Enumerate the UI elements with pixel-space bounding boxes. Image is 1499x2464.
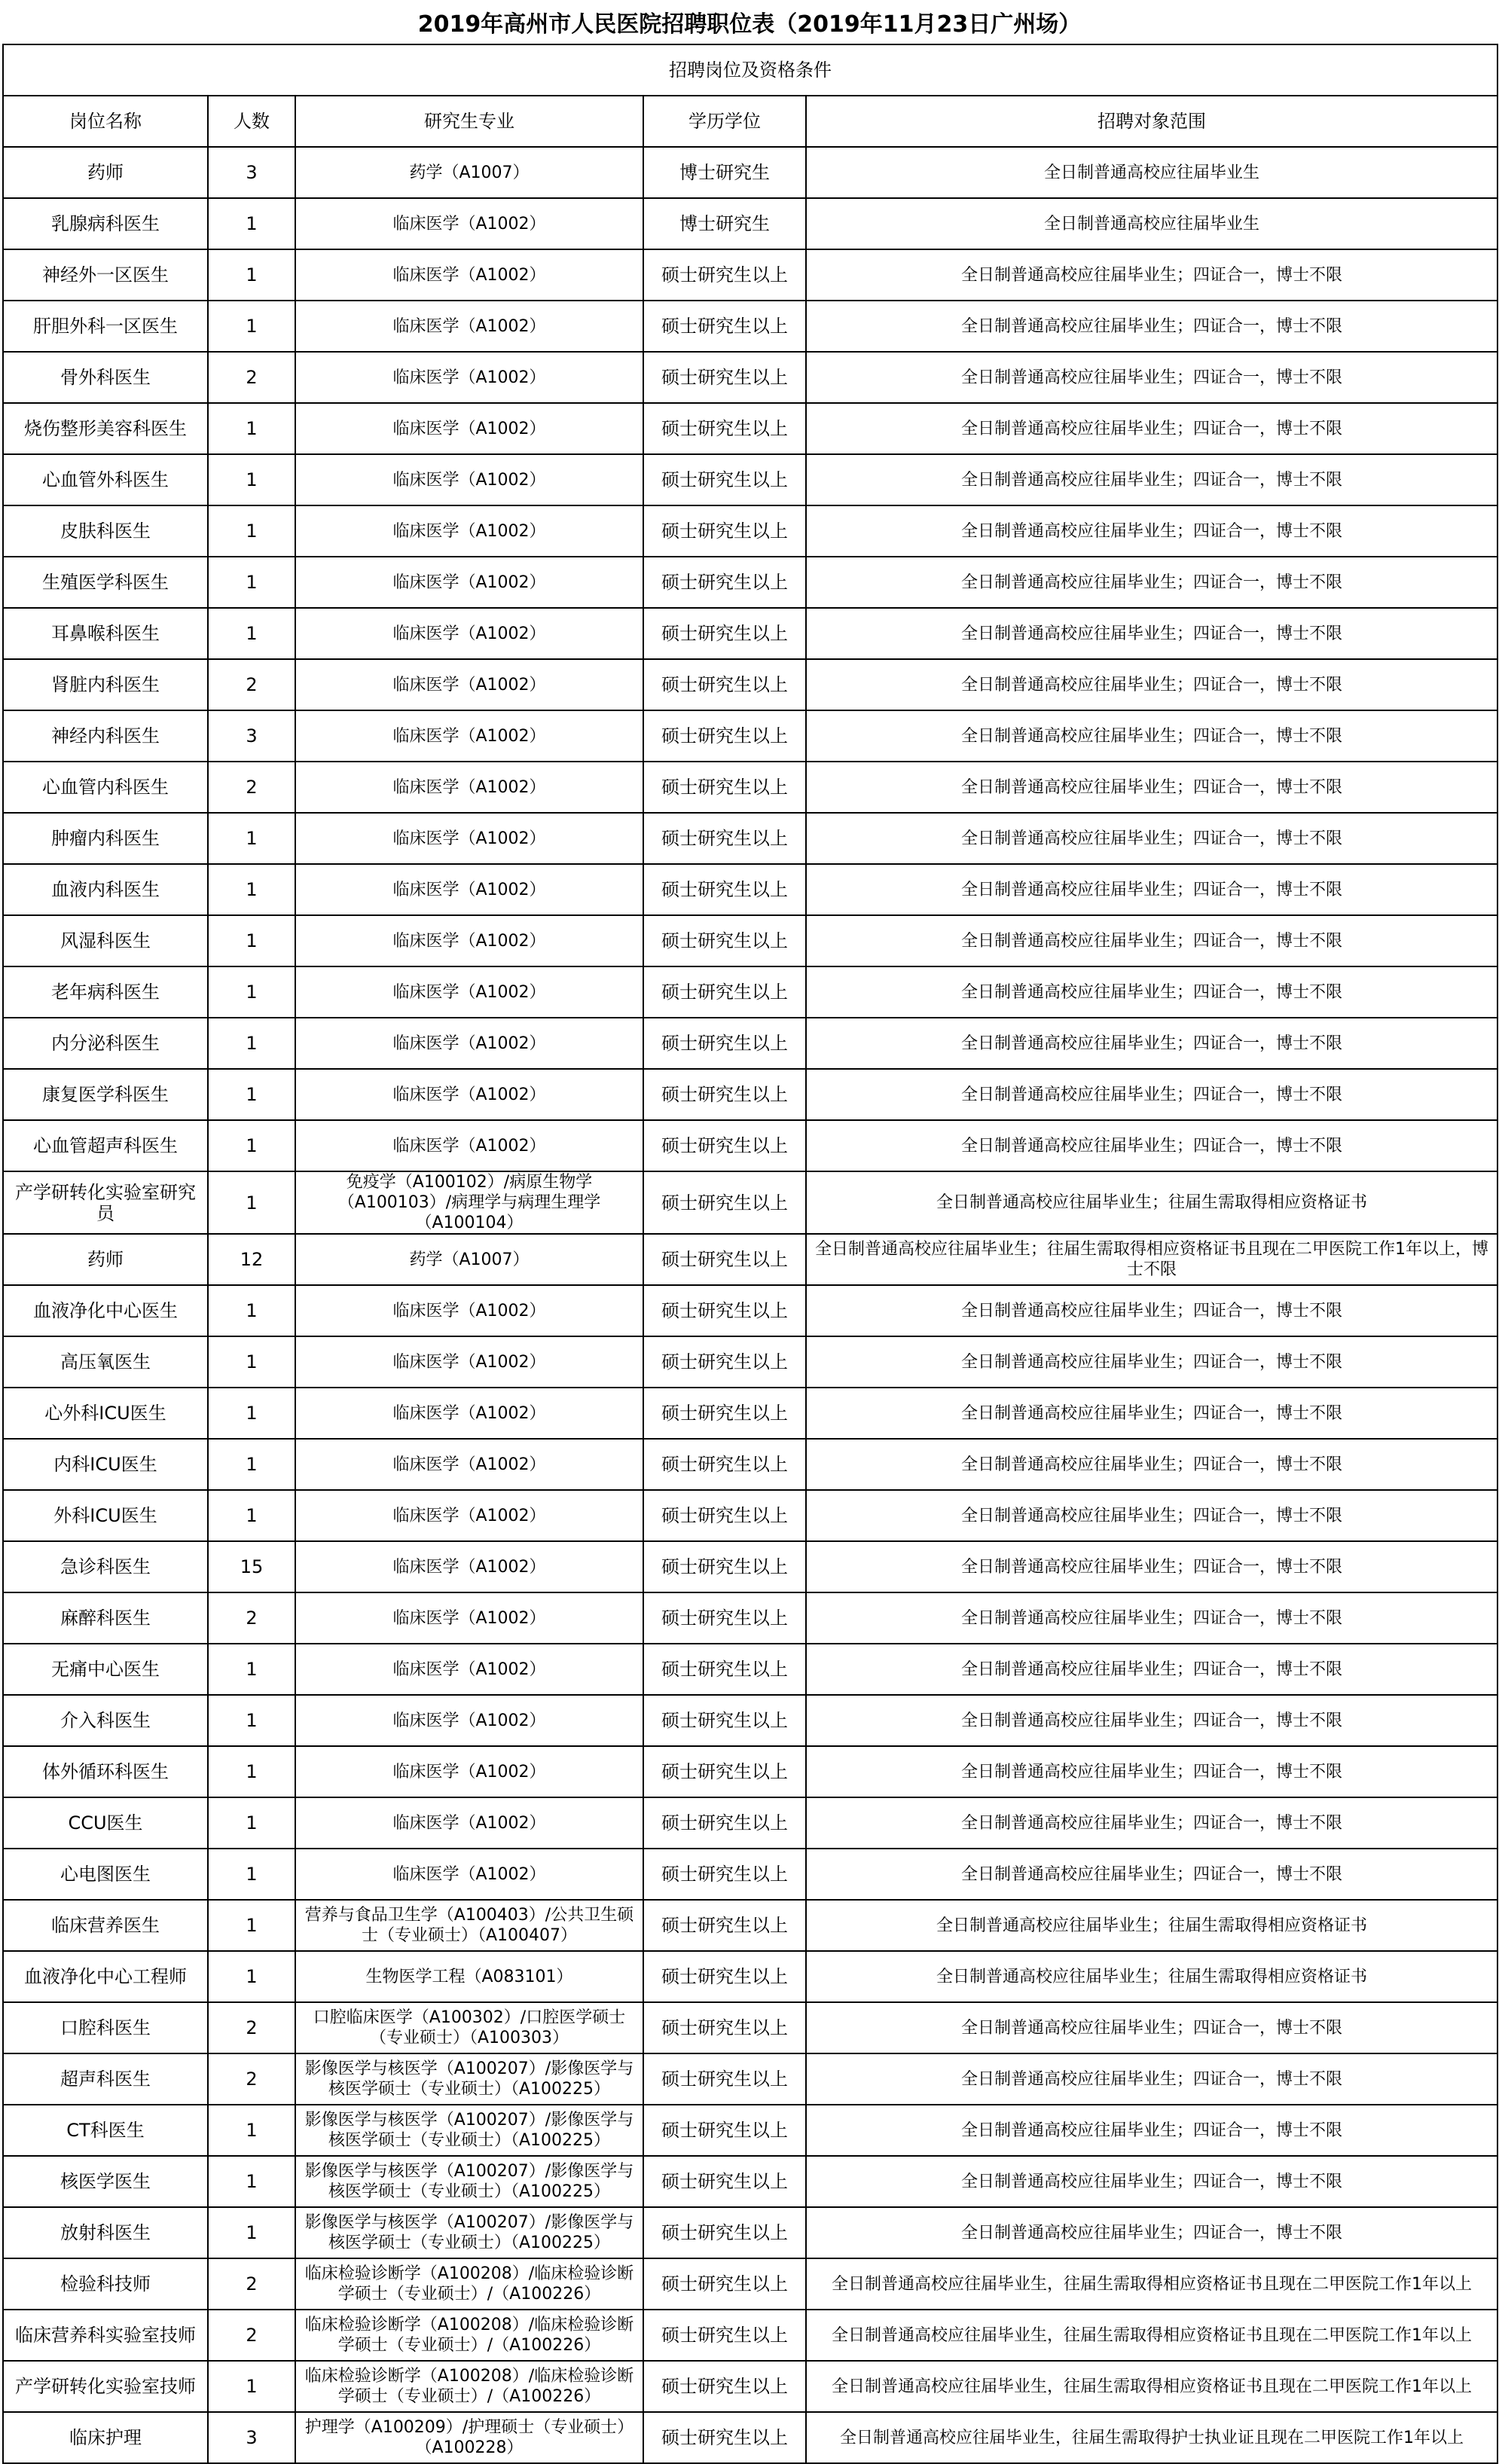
major-cell: 临床医学（A1002） (295, 1849, 643, 1900)
count-cell: 1 (208, 966, 295, 1018)
degree-cell: 硕士研究生以上 (643, 1592, 806, 1644)
column-header: 岗位名称 (3, 96, 208, 147)
table-row (3, 659, 1497, 710)
major-cell: 临床医学（A1002） (295, 1069, 643, 1120)
degree-cell: 硕士研究生以上 (643, 352, 806, 403)
position-cell: 口腔科医生 (3, 2002, 208, 2053)
position-cell: 临床营养医生 (3, 1900, 208, 1951)
major-cell: 临床医学（A1002） (295, 1336, 643, 1388)
count-cell: 1 (208, 1490, 295, 1541)
table-row (3, 1336, 1497, 1388)
table-row (3, 1018, 1497, 1069)
count-cell: 2 (208, 659, 295, 710)
count-cell: 2 (208, 352, 295, 403)
degree-cell: 硕士研究生以上 (643, 915, 806, 966)
degree-cell: 硕士研究生以上 (643, 1120, 806, 1171)
table-row (3, 1171, 1497, 1234)
scope-cell: 全日制普通高校应往届毕业生；往届生需取得相应资格证书且现在二甲医院工作1年以上，博士不限 (806, 1234, 1497, 1285)
count-cell: 1 (208, 2156, 295, 2207)
table-row (3, 403, 1497, 454)
degree-cell: 硕士研究生以上 (643, 1439, 806, 1490)
count-cell: 1 (208, 1171, 295, 1234)
position-cell: 康复医学科医生 (3, 1069, 208, 1120)
count-cell: 1 (208, 1849, 295, 1900)
degree-cell: 硕士研究生以上 (643, 2002, 806, 2053)
table-row (3, 454, 1497, 505)
table-row (3, 864, 1497, 915)
position-cell: 核医学医生 (3, 2156, 208, 2207)
count-cell: 1 (208, 813, 295, 864)
major-cell: 护理学（A100209）/护理硕士（专业硕士）（A100228） (295, 2412, 643, 2463)
position-cell: 肾脏内科医生 (3, 659, 208, 710)
position-cell: 肝胆外科一区医生 (3, 301, 208, 352)
position-cell: 血液净化中心工程师 (3, 1951, 208, 2002)
count-cell: 1 (208, 1285, 295, 1336)
count-cell: 2 (208, 2258, 295, 2310)
table-row (3, 1644, 1497, 1695)
count-cell: 3 (208, 147, 295, 198)
page-title: 2019年高州市人民医院招聘职位表（2019年11月23日广州场） (417, 11, 1082, 38)
position-cell: 外科ICU医生 (3, 1490, 208, 1541)
scope-cell: 全日制普通高校应往届毕业生；四证合一，博士不限 (806, 301, 1497, 352)
scope-cell: 全日制普通高校应往届毕业生；四证合一，博士不限 (806, 1490, 1497, 1541)
column-header-row (3, 96, 1497, 147)
count-cell: 1 (208, 557, 295, 608)
degree-cell: 硕士研究生以上 (643, 966, 806, 1018)
scope-cell: 全日制普通高校应往届毕业生；四证合一，博士不限 (806, 505, 1497, 557)
position-cell: 产学研转化实验室研究员 (3, 1171, 208, 1234)
count-cell: 1 (208, 1388, 295, 1439)
major-cell: 临床医学（A1002） (295, 710, 643, 762)
major-cell: 口腔临床医学（A100302）/口腔医学硕士（专业硕士）（A100303） (295, 2002, 643, 2053)
major-cell: 临床医学（A1002） (295, 1746, 643, 1797)
table-row (3, 1797, 1497, 1849)
degree-cell: 硕士研究生以上 (643, 2156, 806, 2207)
scope-cell: 全日制普通高校应往届毕业生；四证合一，博士不限 (806, 710, 1497, 762)
table-row (3, 1849, 1497, 1900)
degree-cell: 硕士研究生以上 (643, 1234, 806, 1285)
position-cell: 介入科医生 (3, 1695, 208, 1746)
position-cell: 肿瘤内科医生 (3, 813, 208, 864)
table-row (3, 2053, 1497, 2105)
major-cell: 临床检验诊断学（A100208）/临床检验诊断学硕士（专业硕士）/（A100226） (295, 2361, 643, 2412)
table-row (3, 1069, 1497, 1120)
column-header: 学历学位 (643, 96, 806, 147)
position-cell: 产学研转化实验室技师 (3, 2361, 208, 2412)
degree-cell: 硕士研究生以上 (643, 864, 806, 915)
degree-cell: 硕士研究生以上 (643, 813, 806, 864)
position-cell: 心外科ICU医生 (3, 1388, 208, 1439)
section-header: 招聘岗位及资格条件 (3, 44, 1497, 96)
count-cell: 1 (208, 2361, 295, 2412)
major-cell: 影像医学与核医学（A100207）/影像医学与核医学硕士（专业硕士）（A100225） (295, 2156, 643, 2207)
scope-cell: 全日制普通高校应往届毕业生；四证合一，博士不限 (806, 762, 1497, 813)
count-cell: 1 (208, 1695, 295, 1746)
table-row (3, 2002, 1497, 2053)
scope-cell: 全日制普通高校应往届毕业生；四证合一，博士不限 (806, 2105, 1497, 2156)
scope-cell: 全日制普通高校应往届毕业生；四证合一，博士不限 (806, 1592, 1497, 1644)
position-cell: 老年病科医生 (3, 966, 208, 1018)
position-cell: 麻醉科医生 (3, 1592, 208, 1644)
position-cell: 乳腺病科医生 (3, 198, 208, 249)
degree-cell: 硕士研究生以上 (643, 710, 806, 762)
major-cell: 临床医学（A1002） (295, 1541, 643, 1592)
table-row (3, 1746, 1497, 1797)
scope-cell: 全日制普通高校应往届毕业生 (806, 198, 1497, 249)
position-cell: 血液净化中心医生 (3, 1285, 208, 1336)
major-cell: 临床医学（A1002） (295, 1644, 643, 1695)
degree-cell: 硕士研究生以上 (643, 608, 806, 659)
degree-cell: 硕士研究生以上 (643, 2207, 806, 2258)
scope-cell: 全日制普通高校应往届毕业生；往届生需取得相应资格证书 (806, 1951, 1497, 2002)
table-row (3, 2105, 1497, 2156)
position-cell: 体外循环科医生 (3, 1746, 208, 1797)
count-cell: 2 (208, 2002, 295, 2053)
count-cell: 2 (208, 2310, 295, 2361)
major-cell: 营养与食品卫生学（A100403）/公共卫生硕士（专业硕士）（A100407） (295, 1900, 643, 1951)
scope-cell: 全日制普通高校应往届毕业生；四证合一，博士不限 (806, 915, 1497, 966)
count-cell: 1 (208, 198, 295, 249)
table-row (3, 557, 1497, 608)
table-row (3, 1388, 1497, 1439)
position-cell: 高压氧医生 (3, 1336, 208, 1388)
degree-cell: 硕士研究生以上 (643, 1541, 806, 1592)
major-cell: 临床医学（A1002） (295, 1695, 643, 1746)
position-cell: 药师 (3, 147, 208, 198)
scope-cell: 全日制普通高校应往届毕业生；四证合一，博士不限 (806, 2207, 1497, 2258)
position-cell: 内科ICU医生 (3, 1439, 208, 1490)
position-cell: 临床营养科实验室技师 (3, 2310, 208, 2361)
major-cell: 生物医学工程（A083101） (295, 1951, 643, 2002)
count-cell: 1 (208, 1746, 295, 1797)
scope-cell: 全日制普通高校应往届毕业生；四证合一，博士不限 (806, 966, 1497, 1018)
major-cell: 临床医学（A1002） (295, 1490, 643, 1541)
degree-cell: 硕士研究生以上 (643, 1388, 806, 1439)
degree-cell: 硕士研究生以上 (643, 1695, 806, 1746)
scope-cell: 全日制普通高校应往届毕业生；四证合一，博士不限 (806, 2156, 1497, 2207)
major-cell: 临床医学（A1002） (295, 608, 643, 659)
count-cell: 1 (208, 403, 295, 454)
major-cell: 临床检验诊断学（A100208）/临床检验诊断学硕士（专业硕士）/（A100226） (295, 2258, 643, 2310)
column-header: 人数 (208, 96, 295, 147)
major-cell: 临床医学（A1002） (295, 1018, 643, 1069)
count-cell: 1 (208, 1900, 295, 1951)
major-cell: 临床医学（A1002） (295, 1592, 643, 1644)
position-cell: 心血管内科医生 (3, 762, 208, 813)
count-cell: 1 (208, 505, 295, 557)
table-row (3, 1541, 1497, 1592)
count-cell: 1 (208, 1439, 295, 1490)
scope-cell: 全日制普通高校应往届毕业生；四证合一，博士不限 (806, 1439, 1497, 1490)
count-cell: 2 (208, 762, 295, 813)
scope-cell: 全日制普通高校应往届毕业生 (806, 147, 1497, 198)
table-row (3, 2207, 1497, 2258)
table-row (3, 1951, 1497, 2002)
count-cell: 1 (208, 1336, 295, 1388)
scope-cell: 全日制普通高校应往届毕业生；四证合一，博士不限 (806, 1541, 1497, 1592)
scope-cell: 全日制普通高校应往届毕业生；四证合一，博士不限 (806, 1388, 1497, 1439)
count-cell: 2 (208, 1592, 295, 1644)
degree-cell: 硕士研究生以上 (643, 1644, 806, 1695)
scope-cell: 全日制普通高校应往届毕业生；四证合一，博士不限 (806, 2002, 1497, 2053)
degree-cell: 硕士研究生以上 (643, 403, 806, 454)
position-cell: 心血管超声科医生 (3, 1120, 208, 1171)
major-cell: 影像医学与核医学（A100207）/影像医学与核医学硕士（专业硕士）（A100225） (295, 2207, 643, 2258)
degree-cell: 硕士研究生以上 (643, 557, 806, 608)
scope-cell: 全日制普通高校应往届毕业生；四证合一，博士不限 (806, 249, 1497, 301)
degree-cell: 硕士研究生以上 (643, 1171, 806, 1234)
major-cell: 临床医学（A1002） (295, 454, 643, 505)
degree-cell: 硕士研究生以上 (643, 1797, 806, 1849)
table-row (3, 2361, 1497, 2412)
table-row (3, 813, 1497, 864)
major-cell: 临床医学（A1002） (295, 505, 643, 557)
major-cell: 影像医学与核医学（A100207）/影像医学与核医学硕士（专业硕士）（A100225） (295, 2105, 643, 2156)
major-cell: 临床医学（A1002） (295, 557, 643, 608)
scope-cell: 全日制普通高校应往届毕业生；四证合一，博士不限 (806, 1336, 1497, 1388)
major-cell: 临床医学（A1002） (295, 1285, 643, 1336)
scope-cell: 全日制普通高校应往届毕业生；四证合一，博士不限 (806, 813, 1497, 864)
scope-cell: 全日制普通高校应往届毕业生；四证合一，博士不限 (806, 1695, 1497, 1746)
count-cell: 1 (208, 1644, 295, 1695)
table-row (3, 1234, 1497, 1285)
major-cell: 药学（A1007） (295, 1234, 643, 1285)
position-cell: 放射科医生 (3, 2207, 208, 2258)
major-cell: 临床医学（A1002） (295, 659, 643, 710)
scope-cell: 全日制普通高校应往届毕业生；四证合一，博士不限 (806, 864, 1497, 915)
major-cell: 临床医学（A1002） (295, 762, 643, 813)
position-cell: 耳鼻喉科医生 (3, 608, 208, 659)
degree-cell: 硕士研究生以上 (643, 454, 806, 505)
count-cell: 1 (208, 249, 295, 301)
scope-cell: 全日制普通高校应往届毕业生；四证合一，博士不限 (806, 1069, 1497, 1120)
count-cell: 1 (208, 1018, 295, 1069)
degree-cell: 博士研究生 (643, 147, 806, 198)
degree-cell: 硕士研究生以上 (643, 1285, 806, 1336)
major-cell: 临床医学（A1002） (295, 198, 643, 249)
degree-cell: 硕士研究生以上 (643, 1018, 806, 1069)
count-cell: 1 (208, 1951, 295, 2002)
degree-cell: 硕士研究生以上 (643, 1336, 806, 1388)
major-cell: 临床医学（A1002） (295, 864, 643, 915)
table-row (3, 352, 1497, 403)
position-cell: 无痛中心医生 (3, 1644, 208, 1695)
scope-cell: 全日制普通高校应往届毕业生，往届生需取得护士执业证且现在二甲医院工作1年以上 (806, 2412, 1497, 2463)
degree-cell: 硕士研究生以上 (643, 1951, 806, 2002)
major-cell: 临床医学（A1002） (295, 301, 643, 352)
column-header: 招聘对象范围 (806, 96, 1497, 147)
position-cell: 超声科医生 (3, 2053, 208, 2105)
table-row (3, 301, 1497, 352)
scope-cell: 全日制普通高校应往届毕业生；四证合一，博士不限 (806, 454, 1497, 505)
count-cell: 1 (208, 915, 295, 966)
major-cell: 临床医学（A1002） (295, 1388, 643, 1439)
table-row (3, 1592, 1497, 1644)
degree-cell: 硕士研究生以上 (643, 1900, 806, 1951)
table-row (3, 966, 1497, 1018)
table-row (3, 1490, 1497, 1541)
position-cell: 皮肤科医生 (3, 505, 208, 557)
degree-cell: 硕士研究生以上 (643, 2412, 806, 2463)
degree-cell: 硕士研究生以上 (643, 249, 806, 301)
count-cell: 1 (208, 301, 295, 352)
scope-cell: 全日制普通高校应往届毕业生；四证合一，博士不限 (806, 2053, 1497, 2105)
count-cell: 15 (208, 1541, 295, 1592)
table-row (3, 762, 1497, 813)
count-cell: 3 (208, 710, 295, 762)
scope-cell: 全日制普通高校应往届毕业生；往届生需取得相应资格证书 (806, 1900, 1497, 1951)
count-cell: 1 (208, 454, 295, 505)
table-row (3, 1900, 1497, 1951)
position-cell: 检验科技师 (3, 2258, 208, 2310)
scope-cell: 全日制普通高校应往届毕业生；四证合一，博士不限 (806, 608, 1497, 659)
table-row (3, 1120, 1497, 1171)
major-cell: 临床医学（A1002） (295, 966, 643, 1018)
count-cell: 1 (208, 1797, 295, 1849)
table-row (3, 2310, 1497, 2361)
scope-cell: 全日制普通高校应往届毕业生；四证合一，博士不限 (806, 403, 1497, 454)
scope-cell: 全日制普通高校应往届毕业生，往届生需取得相应资格证书且现在二甲医院工作1年以上 (806, 2310, 1497, 2361)
degree-cell: 硕士研究生以上 (643, 2310, 806, 2361)
degree-cell: 硕士研究生以上 (643, 2361, 806, 2412)
scope-cell: 全日制普通高校应往届毕业生，往届生需取得相应资格证书且现在二甲医院工作1年以上 (806, 2258, 1497, 2310)
table-row (3, 1285, 1497, 1336)
position-cell: 临床护理 (3, 2412, 208, 2463)
recruitment-table (2, 44, 1498, 2464)
degree-cell: 硕士研究生以上 (643, 505, 806, 557)
degree-cell: 博士研究生 (643, 198, 806, 249)
position-cell: 烧伤整形美容科医生 (3, 403, 208, 454)
degree-cell: 硕士研究生以上 (643, 1490, 806, 1541)
degree-cell: 硕士研究生以上 (643, 659, 806, 710)
major-cell: 临床医学（A1002） (295, 1439, 643, 1490)
table-row (3, 249, 1497, 301)
degree-cell: 硕士研究生以上 (643, 301, 806, 352)
position-cell: 风湿科医生 (3, 915, 208, 966)
degree-cell: 硕士研究生以上 (643, 1849, 806, 1900)
position-cell: CCU医生 (3, 1797, 208, 1849)
table-row (3, 2156, 1497, 2207)
major-cell: 临床医学（A1002） (295, 915, 643, 966)
scope-cell: 全日制普通高校应往届毕业生；四证合一，博士不限 (806, 352, 1497, 403)
table-row (3, 505, 1497, 557)
scope-cell: 全日制普通高校应往届毕业生，往届生需取得相应资格证书且现在二甲医院工作1年以上 (806, 2361, 1497, 2412)
scope-cell: 全日制普通高校应往届毕业生；四证合一，博士不限 (806, 1797, 1497, 1849)
position-cell: 心电图医生 (3, 1849, 208, 1900)
degree-cell: 硕士研究生以上 (643, 1746, 806, 1797)
table-row (3, 608, 1497, 659)
scope-cell: 全日制普通高校应往届毕业生；四证合一，博士不限 (806, 659, 1497, 710)
degree-cell: 硕士研究生以上 (643, 762, 806, 813)
count-cell: 2 (208, 2053, 295, 2105)
count-cell: 1 (208, 1120, 295, 1171)
major-cell: 临床医学（A1002） (295, 1120, 643, 1171)
position-cell: CT科医生 (3, 2105, 208, 2156)
table-row (3, 2412, 1497, 2463)
table-row (3, 147, 1497, 198)
scope-cell: 全日制普通高校应往届毕业生；四证合一，博士不限 (806, 1018, 1497, 1069)
scope-cell: 全日制普通高校应往届毕业生；往届生需取得相应资格证书 (806, 1171, 1497, 1234)
table-row (3, 2258, 1497, 2310)
degree-cell: 硕士研究生以上 (643, 2258, 806, 2310)
table-row (3, 710, 1497, 762)
count-cell: 1 (208, 2207, 295, 2258)
major-cell: 临床医学（A1002） (295, 403, 643, 454)
count-cell: 12 (208, 1234, 295, 1285)
position-cell: 药师 (3, 1234, 208, 1285)
position-cell: 生殖医学科医生 (3, 557, 208, 608)
position-cell: 内分泌科医生 (3, 1018, 208, 1069)
degree-cell: 硕士研究生以上 (643, 1069, 806, 1120)
position-cell: 神经外一区医生 (3, 249, 208, 301)
scope-cell: 全日制普通高校应往届毕业生；四证合一，博士不限 (806, 1849, 1497, 1900)
table-row (3, 198, 1497, 249)
major-cell: 临床医学（A1002） (295, 249, 643, 301)
count-cell: 1 (208, 2105, 295, 2156)
count-cell: 1 (208, 608, 295, 659)
major-cell: 临床医学（A1002） (295, 352, 643, 403)
scope-cell: 全日制普通高校应往届毕业生；四证合一，博士不限 (806, 1644, 1497, 1695)
degree-cell: 硕士研究生以上 (643, 2053, 806, 2105)
count-cell: 3 (208, 2412, 295, 2463)
major-cell: 影像医学与核医学（A100207）/影像医学与核医学硕士（专业硕士）（A100225） (295, 2053, 643, 2105)
table-row (3, 1439, 1497, 1490)
major-cell: 临床检验诊断学（A100208）/临床检验诊断学硕士（专业硕士）/（A100226） (295, 2310, 643, 2361)
major-cell: 临床医学（A1002） (295, 1797, 643, 1849)
position-cell: 心血管外科医生 (3, 454, 208, 505)
table-row (3, 915, 1497, 966)
table-row (3, 1695, 1497, 1746)
position-cell: 神经内科医生 (3, 710, 208, 762)
column-header: 研究生专业 (295, 96, 643, 147)
scope-cell: 全日制普通高校应往届毕业生；四证合一，博士不限 (806, 1285, 1497, 1336)
scope-cell: 全日制普通高校应往届毕业生；四证合一，博士不限 (806, 1120, 1497, 1171)
major-cell: 临床医学（A1002） (295, 813, 643, 864)
degree-cell: 硕士研究生以上 (643, 2105, 806, 2156)
position-cell: 血液内科医生 (3, 864, 208, 915)
major-cell: 药学（A1007） (295, 147, 643, 198)
position-cell: 骨外科医生 (3, 352, 208, 403)
count-cell: 1 (208, 1069, 295, 1120)
position-cell: 急诊科医生 (3, 1541, 208, 1592)
major-cell: 免疫学（A100102）/病原生物学（A100103）/病理学与病理生理学（A100104） (295, 1171, 643, 1234)
count-cell: 1 (208, 864, 295, 915)
scope-cell: 全日制普通高校应往届毕业生；四证合一，博士不限 (806, 557, 1497, 608)
scope-cell: 全日制普通高校应往届毕业生；四证合一，博士不限 (806, 1746, 1497, 1797)
